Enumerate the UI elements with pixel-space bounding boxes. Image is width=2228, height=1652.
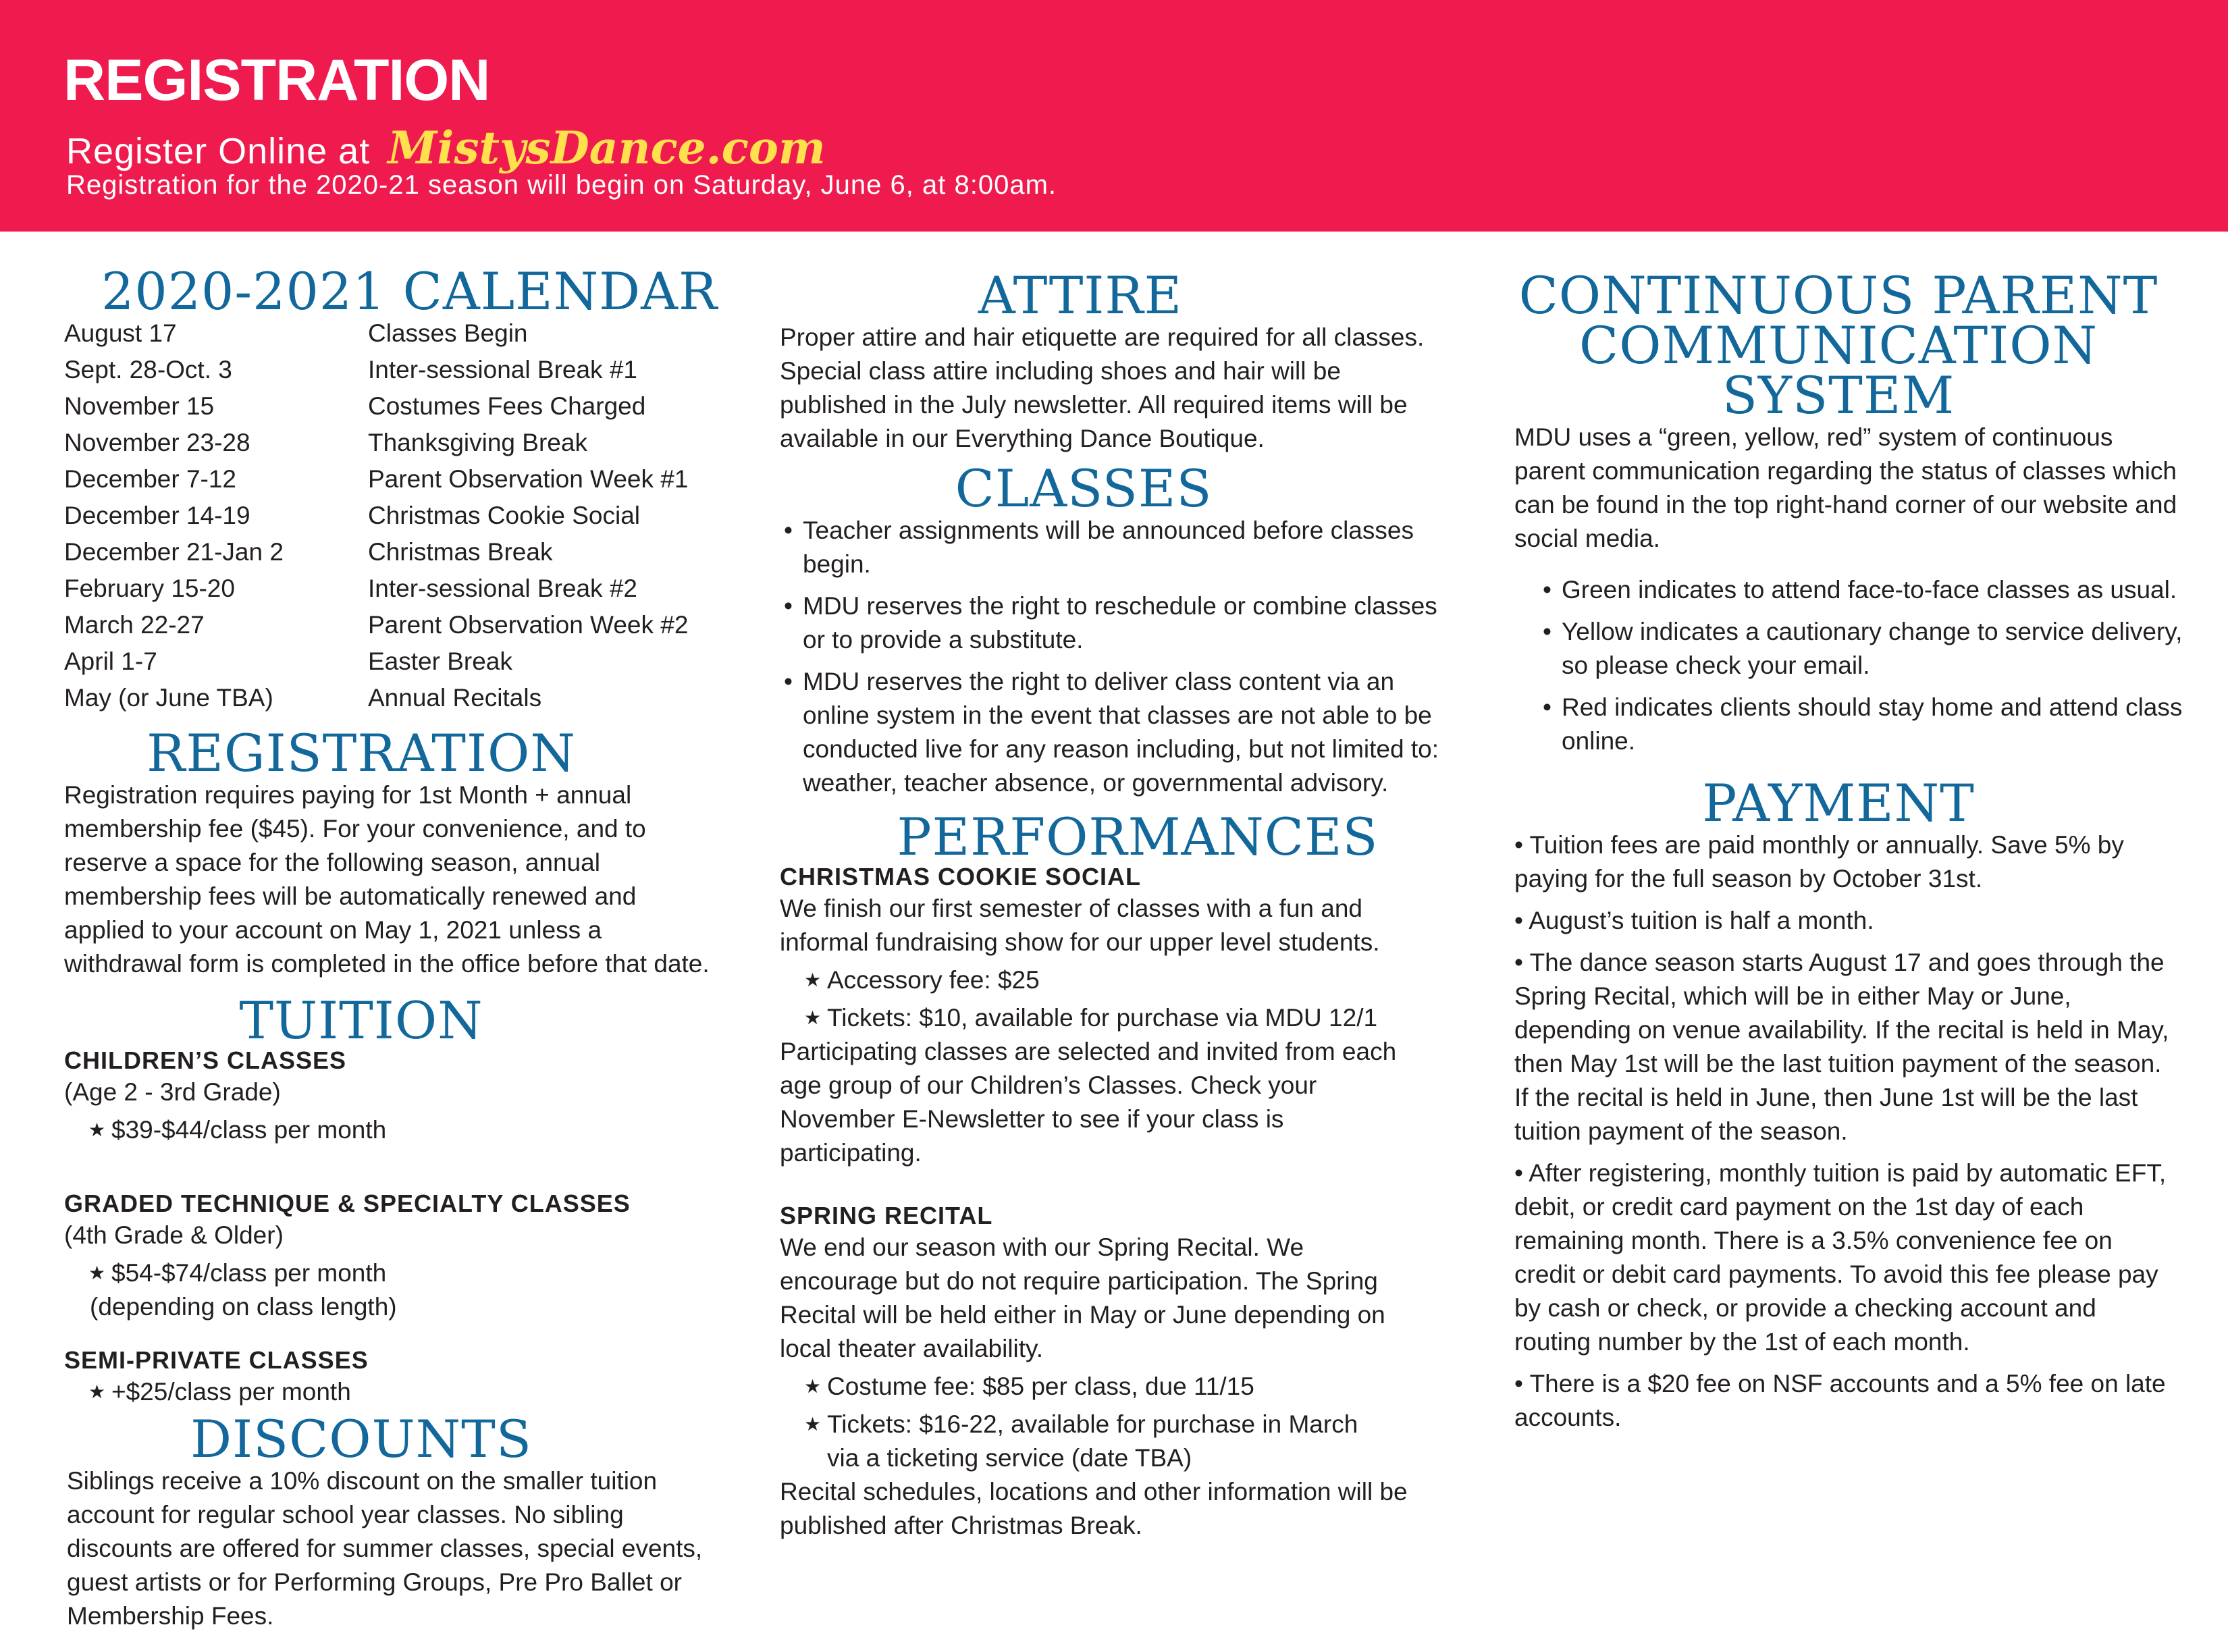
calendar-row	[64, 498, 753, 534]
classes-item: • Teacher assignments will be announced before classes begin.	[780, 514, 1448, 581]
website-link[interactable]: MistysDance.com	[388, 122, 826, 174]
registration-body: Registration requires paying for 1st Month + annual membership fee ($45). For your convenience, and to reserve a space for the following season, annual membership fees will be automatically renewed and applied to your account on May 1, 2021 unless a withdrawal form is completed in the office before that date.	[64, 781, 710, 978]
recital-tickets-cont: via a ticketing service (date TBA)	[827, 1444, 1192, 1472]
calendar-row	[64, 534, 753, 570]
communication-heading-line: CONTINUOUS PARENT	[1518, 265, 2158, 325]
payment-item: • Tuition fees are paid monthly or annually. Save 5% by paying for the full season by October 31st.	[1514, 831, 2124, 892]
registration-banner	[0, 0, 2228, 232]
calendar-date: February 15-20	[64, 575, 235, 602]
classes-item: • MDU reserves the right to deliver class content via an online system in the event that classes are not able to be conducted live for any reason including, but not limited to: weather, teacher absence, or governmental advisory.	[780, 665, 1448, 800]
calendar-date: November 23-28	[64, 429, 250, 456]
right-column	[1514, 267, 2190, 1443]
calendar-list	[64, 315, 753, 716]
semi-private-price: ★ +$25/class per month	[64, 1375, 753, 1409]
calendar-date: Sept. 28-Oct. 3	[64, 356, 232, 383]
calendar-date: March 22-27	[64, 611, 205, 639]
classes-heading: CLASSES	[955, 458, 1213, 518]
calendar-row	[64, 425, 753, 461]
register-online-line	[66, 122, 826, 174]
cookie-social-note: Participating classes are selected and invited from each age group of our Children’s Classes. Check your November E-Newsletter to see if your class is participating.	[780, 1038, 1397, 1167]
communication-list	[1514, 573, 2196, 758]
payment-heading: PAYMENT	[1702, 773, 1975, 833]
calendar-event: Inter-sessional Break #1	[368, 356, 637, 383]
calendar-event: Parent Observation Week #2	[368, 611, 689, 639]
calendar-event: Inter-sessional Break #2	[368, 575, 637, 602]
register-online-text: Register Online at	[66, 131, 371, 171]
classes-item: • MDU reserves the right to reschedule or combine classes or to provide a substitute.	[780, 589, 1448, 657]
banner-title: REGISTRATION	[63, 48, 490, 113]
cookie-tickets: ★ Tickets: $10, available for purchase via MDU 12/1	[780, 1001, 1455, 1035]
calendar-row	[64, 680, 753, 716]
attire-body: Proper attire and hair etiquette are required for all classes. Special class attire including shoes and hair will be published in the July newsletter. All required items will be available in our Everything Dance Boutique.	[780, 323, 1425, 452]
graded-classes-price: ★ $54-$74/class per month	[64, 1256, 753, 1290]
communication-heading-line: COMMUNICATION	[1579, 315, 2098, 375]
graded-classes-note: (depending on class length)	[90, 1293, 397, 1321]
spring-recital-body: We end our season with our Spring Recital. We encourage but do not require participation. The Spring Recital will be held either in May or June depending on local theater availability.	[780, 1233, 1385, 1362]
calendar-event: Thanksgiving Break	[368, 429, 587, 456]
calendar-row	[64, 643, 753, 680]
calendar-date: December 21-Jan 2	[64, 538, 284, 566]
calendar-event: Annual Recitals	[368, 684, 542, 712]
performances-heading: PERFORMANCES	[897, 807, 1379, 867]
communication-heading-line: SYSTEM	[1722, 365, 1955, 425]
discounts-body: Siblings receive a 10% discount on the smaller tuition account for regular school year classes. No sibling discounts are offered for summer classes, special events, guest artists or for Performing Groups, Pre Pro Ballet or Membership Fees.	[67, 1467, 703, 1630]
payment-item: • The dance season starts August 17 and goes through the Spring Recital, which will be in either May or June, depending on venue availability. If the recital is held in May, then May 1st will be the last tuition payment of the season. If the recital is held in June, then June 1st will be the last tuition payment of the season.	[1514, 949, 2169, 1145]
calendar-row	[64, 570, 753, 607]
recital-note: Recital schedules, locations and other information will be published after Christmas Break.	[780, 1478, 1408, 1539]
calendar-event: Classes Begin	[368, 319, 528, 347]
calendar-date: December 14-19	[64, 502, 250, 529]
payment-item: • There is a $20 fee on NSF accounts and a 5% fee on late accounts.	[1514, 1370, 2166, 1431]
tuition-heading: TUITION	[239, 990, 483, 1050]
calendar-date: December 7-12	[64, 465, 237, 493]
calendar-event: Christmas Break	[368, 538, 553, 566]
recital-costume-fee: ★ Costume fee: $85 per class, due 11/15	[780, 1370, 1455, 1404]
graded-classes-grade: (4th Grade & Older)	[64, 1221, 284, 1249]
calendar-event: Easter Break	[368, 647, 512, 675]
calendar-event: Parent Observation Week #1	[368, 465, 689, 493]
cookie-social-title: CHRISTMAS COOKIE SOCIAL	[780, 863, 1142, 890]
calendar-row	[64, 388, 753, 425]
discounts-heading: DISCOUNTS	[190, 1409, 532, 1469]
calendar-heading: 2020-2021 CALENDAR	[101, 261, 718, 321]
communication-item: • Green indicates to attend face-to-face classes as usual.	[1539, 573, 2196, 607]
attire-heading: ATTIRE	[978, 265, 1183, 325]
calendar-date: November 15	[64, 392, 215, 420]
children-classes-price: ★ $39-$44/class per month	[64, 1113, 753, 1147]
children-classes-age: (Age 2 - 3rd Grade)	[64, 1078, 281, 1106]
cookie-social-body: We finish our first semester of classes with a fun and informal fundraising show for our upper level students.	[780, 895, 1380, 956]
calendar-row	[64, 607, 753, 643]
communication-heading	[1514, 265, 2190, 425]
middle-column	[780, 267, 1455, 1543]
left-column	[64, 261, 753, 1633]
communication-item: • Red indicates clients should stay home and attend class online.	[1539, 691, 2196, 758]
payment-item: • After registering, monthly tuition is paid by automatic EFT, debit, or credit card payment on the 1st day of each remaining month. There is a 3.5% convenience fee on credit or debit card payments. To avoid this fee please pay by cash or check, or provide a checking account and routing number by the 1st of each month.	[1514, 1159, 2167, 1356]
graded-classes-title: GRADED TECHNIQUE & SPECIALTY CLASSES	[64, 1190, 631, 1217]
classes-list	[780, 514, 1448, 800]
registration-heading: REGISTRATION	[147, 723, 576, 783]
payment-item: • August’s tuition is half a month.	[1514, 907, 1874, 934]
calendar-event: Christmas Cookie Social	[368, 502, 641, 529]
calendar-event: Costumes Fees Charged	[368, 392, 646, 420]
communication-body: MDU uses a “green, yellow, red” system of continuous parent communication regarding the status of classes which can be found in the top right-hand corner of our website and social media.	[1514, 423, 2177, 552]
calendar-date: May (or June TBA)	[64, 684, 273, 712]
semi-private-title: SEMI-PRIVATE CLASSES	[64, 1346, 369, 1374]
calendar-date: April 1-7	[64, 647, 157, 675]
calendar-row	[64, 461, 753, 498]
cookie-accessory-fee: ★ Accessory fee: $25	[780, 963, 1455, 997]
children-classes-title: CHILDREN’S CLASSES	[64, 1046, 347, 1074]
payment-list	[1514, 828, 2176, 1435]
registration-start-note: Registration for the 2020-21 season will begin on Saturday, June 6, at 8:00am.	[66, 170, 1057, 200]
communication-item: • Yellow indicates a cautionary change to service delivery, so please check your email.	[1539, 615, 2196, 683]
spring-recital-title: SPRING RECITAL	[780, 1202, 993, 1229]
recital-tickets: ★ Tickets: $16-22, available for purchase in March	[780, 1408, 1455, 1441]
calendar-row	[64, 352, 753, 388]
calendar-date: August 17	[64, 319, 177, 347]
